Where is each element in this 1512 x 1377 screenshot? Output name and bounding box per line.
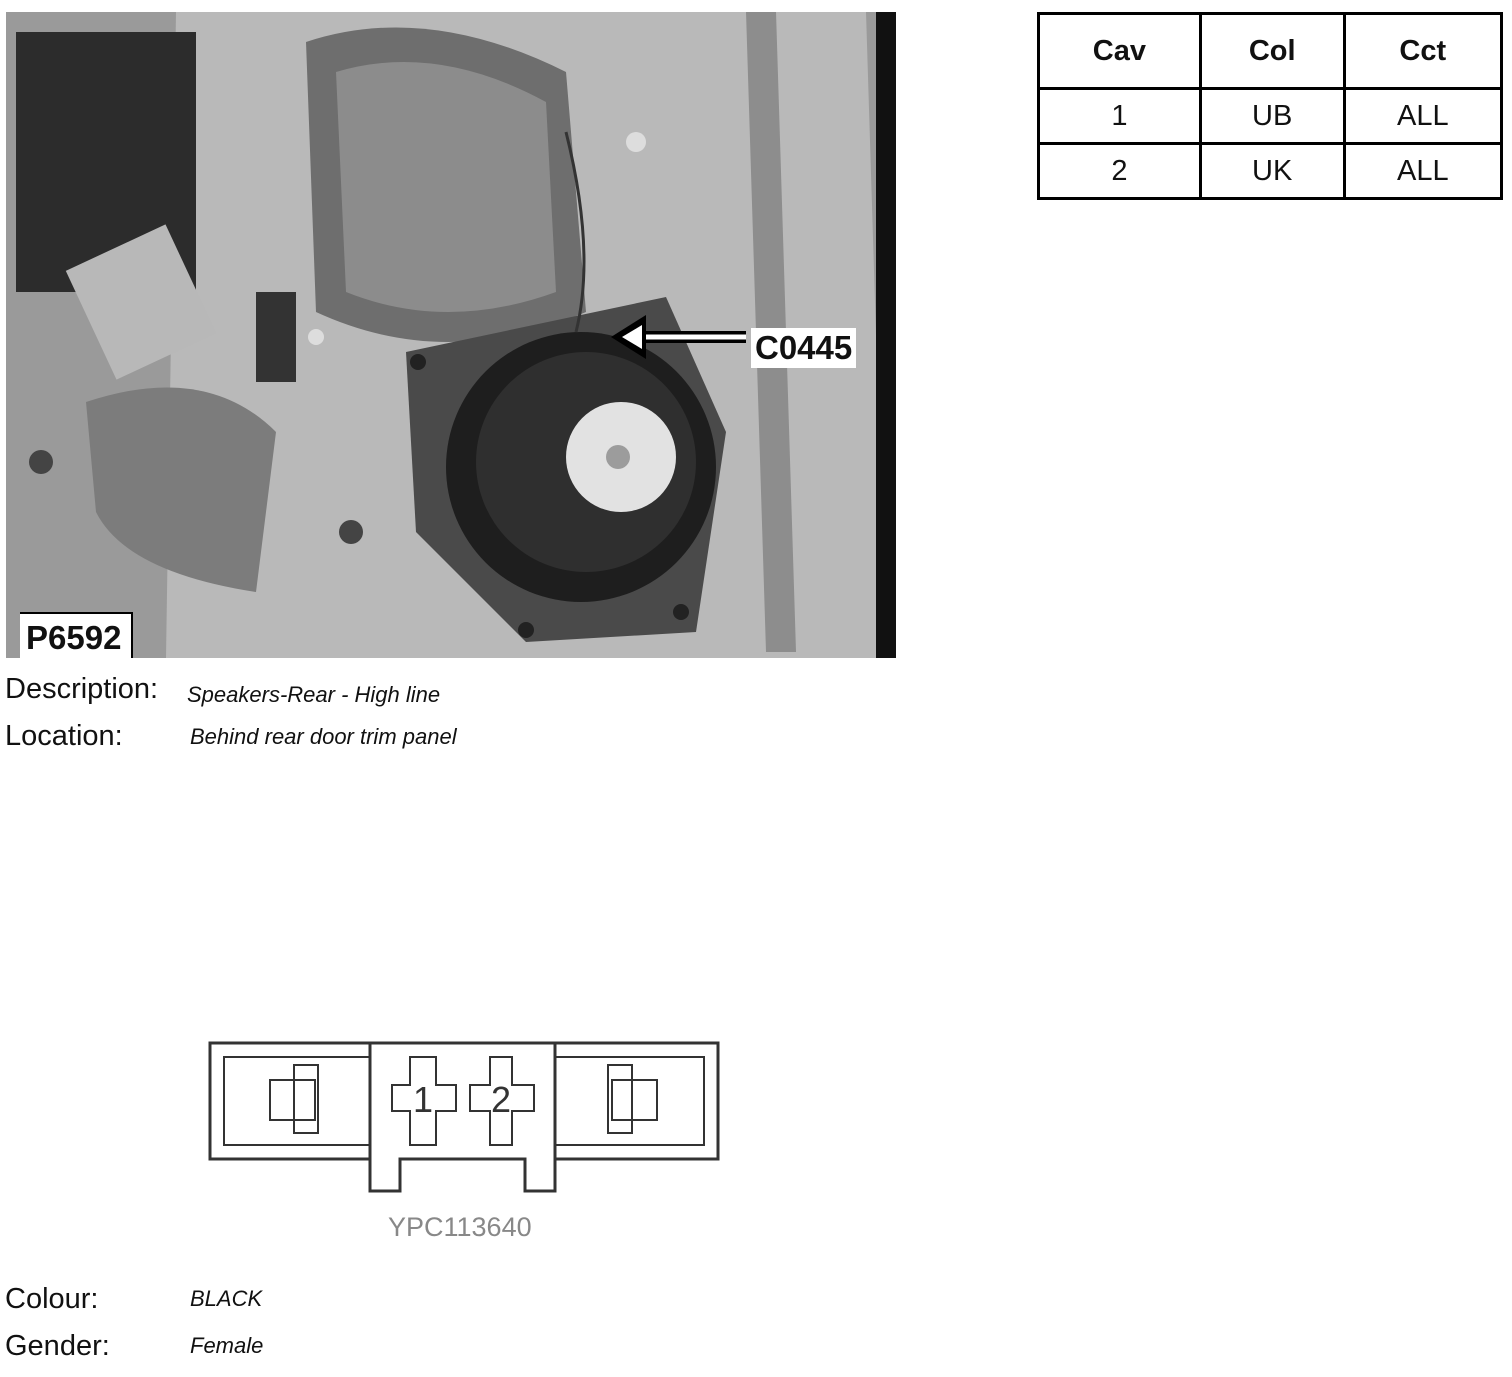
- cell-circuit: ALL: [1344, 144, 1501, 199]
- location-label: Location:: [5, 720, 123, 752]
- location-value: Behind rear door trim panel: [190, 724, 457, 749]
- column-header-cav: Cav: [1039, 14, 1201, 89]
- gender-label: Gender:: [5, 1330, 110, 1362]
- table-row: [1039, 89, 1502, 144]
- cell-cavity: 2: [1039, 144, 1201, 199]
- cell-circuit: ALL: [1344, 89, 1501, 144]
- table-header-row: [1039, 14, 1502, 89]
- component-photo: [6, 12, 896, 658]
- diagram-part-number: YPC113640: [388, 1212, 532, 1242]
- description-label: Description:: [5, 673, 159, 705]
- colour-label: Colour:: [5, 1283, 99, 1315]
- gender-value: Female: [190, 1333, 264, 1358]
- connector-id-callout: C0445: [751, 328, 856, 368]
- connector-face-diagram: [200, 1035, 730, 1205]
- column-header-cct: Cct: [1344, 14, 1501, 89]
- colour-value: BLACK: [190, 1286, 263, 1311]
- cell-colour: UK: [1200, 144, 1344, 199]
- description-value: Speakers-Rear - High line: [187, 682, 441, 707]
- photo-reference-code: P6592: [20, 612, 133, 658]
- table-row: [1039, 144, 1502, 199]
- pin-label: 1: [412, 1079, 434, 1120]
- pin-label: 2: [490, 1079, 512, 1120]
- cell-colour: UB: [1200, 89, 1344, 144]
- column-header-col: Col: [1200, 14, 1344, 89]
- cell-cavity: 1: [1039, 89, 1201, 144]
- pin-assignment-table: [1037, 12, 1503, 200]
